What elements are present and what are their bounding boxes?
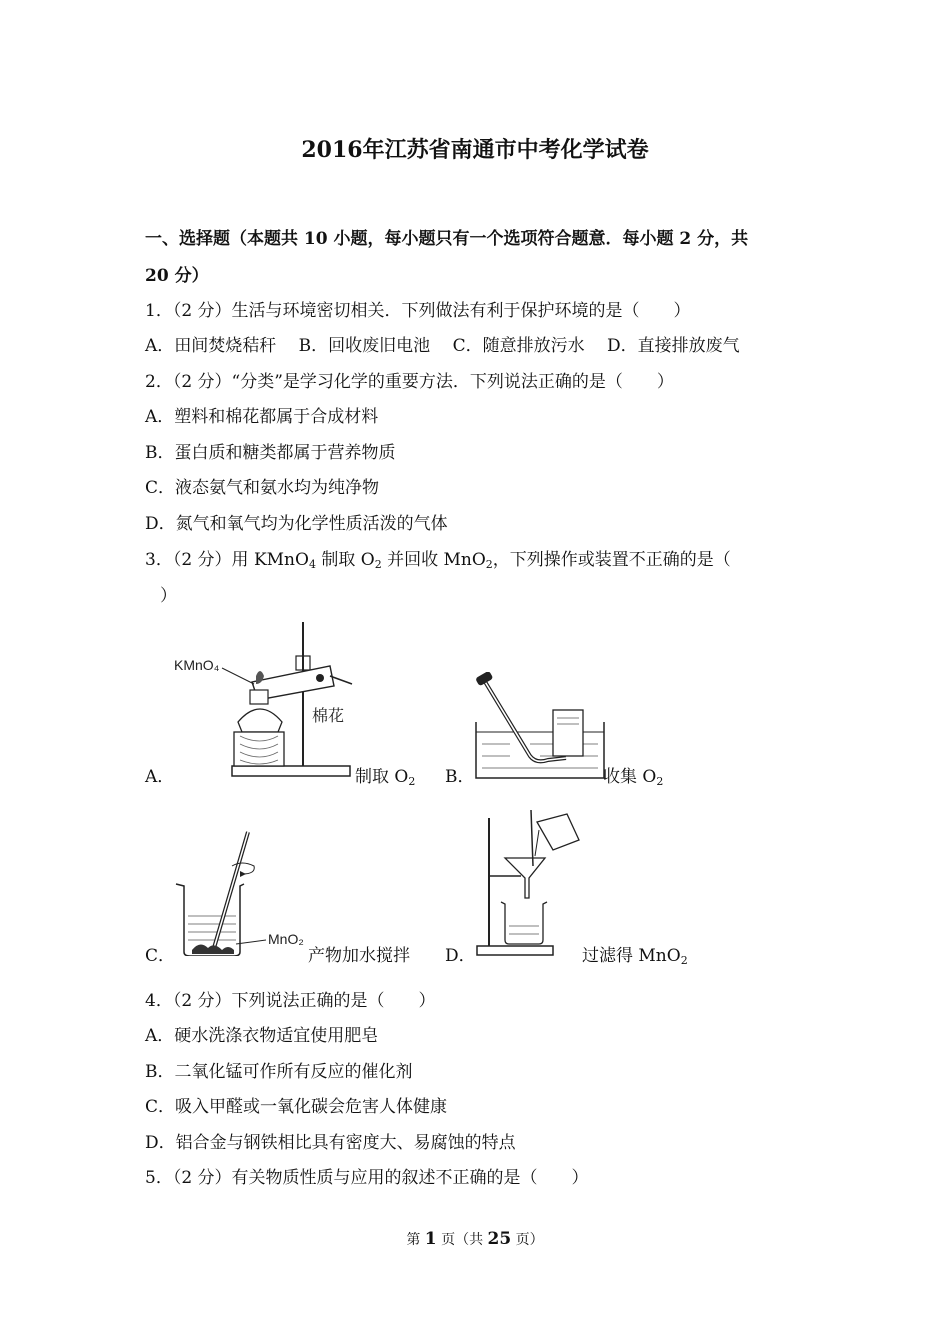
figure-c-stirring-beaker (170, 826, 315, 956)
q4-stem: 4．（2 分）下列说法正确的是（ ） (145, 991, 436, 1011)
q4-option-b: B．二氧化锰可作所有反应的催化剂 (145, 1062, 413, 1082)
page-title: 2016年江苏省南通市中考化学试卷 (301, 137, 649, 163)
q2-option-d: D．氮气和氧气均为化学性质活泼的气体 (145, 514, 448, 534)
q4-option-a: A．硬水洗涤衣物适宜使用肥皂 (145, 1026, 379, 1046)
q3-stem: 3．（2 分）用 KMnO$_4$ 制取 $O_2$ 并回收 MnO$_2$，下列操作或装置不正确的是（ (145, 550, 731, 571)
figure-b-gas-collection (470, 672, 610, 782)
q3-option-c-text: 产物加水搅拌 (308, 946, 410, 966)
q4-option-d: D．铝合金与钢铁相比具有密度大、易腐蚀的特点 (145, 1133, 516, 1153)
q3-option-d-text: 过滤得 MnO$_2$ (582, 946, 688, 967)
section-heading: 一、选择题（本题共 10 小题，每小题只有一个选项符合题意．每小题 2 分，共 (145, 229, 749, 249)
q2-stem: 2．（2 分）“分类”是学习化学的重要方法．下列说法正确的是（ ） (145, 372, 674, 392)
q2-option-a: A．塑料和棉花都属于合成材料 (145, 407, 379, 427)
q3-option-b-text: 收集 $O_2$ (603, 767, 664, 788)
figure-d-filtration (475, 806, 585, 958)
q2-option-b: B．蛋白质和糖类都属于营养物质 (145, 443, 396, 463)
figure-c-label-mno2: MnO₂ (268, 931, 304, 947)
figure-a-label-cotton: 棉花 (312, 708, 345, 725)
q3-option-c-letter: C． (145, 946, 176, 966)
section-heading-cont: 20 分） (145, 266, 209, 286)
figure-a-heating-apparatus (170, 618, 360, 783)
q3-option-a-letter: A． (145, 767, 175, 787)
q1-stem: 1．（2 分）生活与环境密切相关．下列做法有利于保护环境的是（ ） (145, 301, 691, 321)
q3-stem-cont: ） (160, 586, 177, 606)
q3-option-a-text: 制取 $O_2$ (355, 767, 416, 788)
q4-option-c: C．吸入甲醛或一氧化碳会危害人体健康 (145, 1097, 448, 1117)
page-footer: 第 1 页（共 25 页） (406, 1229, 544, 1249)
figure-a-label-kmno4: KMnO₄ (174, 657, 220, 673)
q3-option-d-letter: D． (445, 946, 476, 966)
q3-option-b-letter: B． (445, 767, 475, 787)
q5-stem: 5．（2 分）有关物质性质与应用的叙述不正确的是（ ） (145, 1168, 589, 1188)
q2-option-c: C．液态氨气和氨水均为纯净物 (145, 478, 380, 498)
q1-options: A．田间焚烧秸秆 B．回收废旧电池 C．随意排放污水 D．直接排放废气 (145, 336, 740, 356)
